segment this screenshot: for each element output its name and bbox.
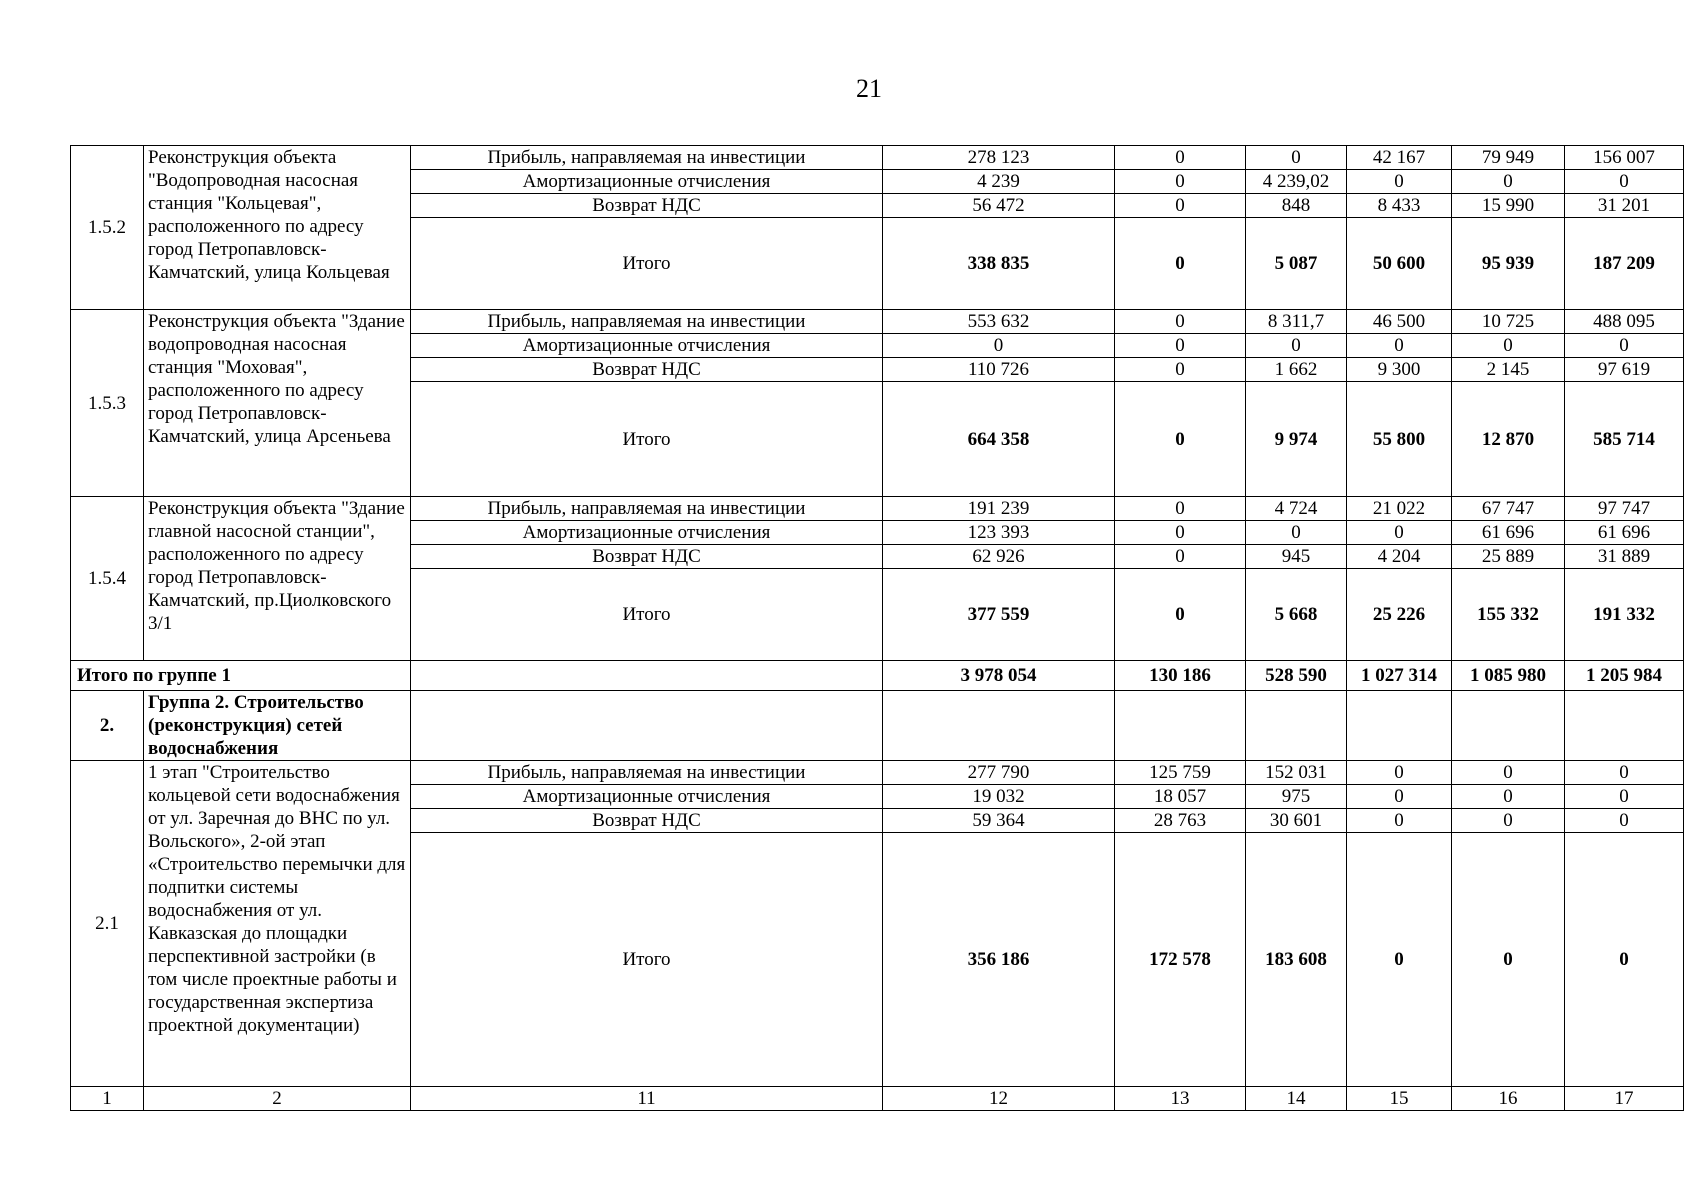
value-cell: 4 239: [883, 170, 1115, 194]
value-cell: 56 472: [883, 194, 1115, 218]
empty-cell: [883, 691, 1115, 761]
value-cell: 975: [1246, 785, 1347, 809]
value-cell: 61 696: [1452, 521, 1565, 545]
value-cell: 0: [1347, 170, 1452, 194]
total-cell: 12 870: [1452, 382, 1565, 497]
value-cell: 4 239,02: [1246, 170, 1347, 194]
value-cell: 62 926: [883, 545, 1115, 569]
value-cell: 848: [1246, 194, 1347, 218]
total-cell: 0: [1452, 833, 1565, 1087]
empty-cell: [411, 661, 883, 691]
value-cell: 0: [1115, 146, 1246, 170]
value-cell: 97 747: [1565, 497, 1684, 521]
source-label: Итого: [411, 382, 883, 497]
investment-table: [70, 145, 1684, 1111]
row-number: 1.5.2: [71, 146, 144, 310]
group-total-cell: 1 205 984: [1565, 661, 1684, 691]
value-cell: 0: [1565, 785, 1684, 809]
empty-cell: [1452, 691, 1565, 761]
value-cell: 9 300: [1347, 358, 1452, 382]
column-number: 14: [1246, 1087, 1347, 1111]
value-cell: 0: [1452, 761, 1565, 785]
value-cell: 0: [1115, 310, 1246, 334]
value-cell: 4 204: [1347, 545, 1452, 569]
source-label: Амортизационные отчисления: [411, 170, 883, 194]
value-cell: 10 725: [1452, 310, 1565, 334]
value-cell: 0: [1115, 545, 1246, 569]
value-cell: 28 763: [1115, 809, 1246, 833]
table-row: [71, 497, 1684, 521]
empty-cell: [1246, 691, 1347, 761]
total-cell: 0: [1115, 218, 1246, 310]
value-cell: 46 500: [1347, 310, 1452, 334]
table-row: [71, 310, 1684, 334]
value-cell: 0: [1565, 761, 1684, 785]
column-number: 15: [1347, 1087, 1452, 1111]
value-cell: 8 433: [1347, 194, 1452, 218]
value-cell: 0: [1246, 334, 1347, 358]
total-cell: 25 226: [1347, 569, 1452, 661]
total-cell: 0: [1115, 569, 1246, 661]
row-number: 1.5.4: [71, 497, 144, 661]
total-cell: 155 332: [1452, 569, 1565, 661]
column-number: 17: [1565, 1087, 1684, 1111]
source-label: Амортизационные отчисления: [411, 785, 883, 809]
total-cell: 0: [1347, 833, 1452, 1087]
group-header-row: [71, 691, 1684, 761]
value-cell: 0: [1115, 497, 1246, 521]
value-cell: 0: [1347, 785, 1452, 809]
source-label: Прибыль, направляемая на инвестиции: [411, 497, 883, 521]
group-total-cell: 3 978 054: [883, 661, 1115, 691]
value-cell: 61 696: [1565, 521, 1684, 545]
value-cell: 156 007: [1565, 146, 1684, 170]
column-number: 1: [71, 1087, 144, 1111]
source-label: Прибыль, направляемая на инвестиции: [411, 310, 883, 334]
object-description: Реконструкция объекта "Здание водопроводная насосная станция "Моховая", расположенного по адресу город Петропавловск-Камчатский, улица Арсеньева: [144, 310, 411, 497]
total-cell: 187 209: [1565, 218, 1684, 310]
value-cell: 79 949: [1452, 146, 1565, 170]
value-cell: 277 790: [883, 761, 1115, 785]
value-cell: 0: [1565, 170, 1684, 194]
source-label: Итого: [411, 833, 883, 1087]
value-cell: 2 145: [1452, 358, 1565, 382]
group-total-cell: 1 027 314: [1347, 661, 1452, 691]
object-description: Реконструкция объекта "Здание главной насосной станции", расположенного по адресу город Петропавловск-Камчатский, пр.Циолковского 3/1: [144, 497, 411, 661]
value-cell: 110 726: [883, 358, 1115, 382]
row-number: 1.5.3: [71, 310, 144, 497]
value-cell: 19 032: [883, 785, 1115, 809]
value-cell: 0: [1115, 170, 1246, 194]
total-cell: 0: [1565, 833, 1684, 1087]
table-row: [71, 146, 1684, 170]
value-cell: 8 311,7: [1246, 310, 1347, 334]
value-cell: 0: [1347, 334, 1452, 358]
value-cell: 152 031: [1246, 761, 1347, 785]
source-label: Итого: [411, 569, 883, 661]
group-total-cell: 1 085 980: [1452, 661, 1565, 691]
source-label: Возврат НДС: [411, 545, 883, 569]
value-cell: 0: [1452, 809, 1565, 833]
total-cell: 95 939: [1452, 218, 1565, 310]
value-cell: 4 724: [1246, 497, 1347, 521]
source-label: Прибыль, направляемая на инвестиции: [411, 146, 883, 170]
value-cell: 18 057: [1115, 785, 1246, 809]
row-number: 2.1: [71, 761, 144, 1087]
value-cell: 553 632: [883, 310, 1115, 334]
source-label: Возврат НДС: [411, 194, 883, 218]
total-cell: 664 358: [883, 382, 1115, 497]
value-cell: 278 123: [883, 146, 1115, 170]
value-cell: 0: [1565, 334, 1684, 358]
total-cell: 191 332: [1565, 569, 1684, 661]
value-cell: 30 601: [1246, 809, 1347, 833]
value-cell: 0: [1246, 521, 1347, 545]
value-cell: 0: [1347, 809, 1452, 833]
empty-cell: [411, 691, 883, 761]
column-number: 2: [144, 1087, 411, 1111]
column-number: 16: [1452, 1087, 1565, 1111]
value-cell: 488 095: [1565, 310, 1684, 334]
group-total-cell: 130 186: [1115, 661, 1246, 691]
empty-cell: [1115, 691, 1246, 761]
page-number: 21: [856, 74, 882, 103]
column-number: 13: [1115, 1087, 1246, 1111]
value-cell: 123 393: [883, 521, 1115, 545]
value-cell: 0: [1115, 194, 1246, 218]
source-label: Возврат НДС: [411, 809, 883, 833]
total-cell: 585 714: [1565, 382, 1684, 497]
total-cell: 356 186: [883, 833, 1115, 1087]
source-label: Итого: [411, 218, 883, 310]
total-cell: 172 578: [1115, 833, 1246, 1087]
object-description: Реконструкция объекта "Водопроводная насосная станция "Кольцевая", расположенного по адресу город Петропавловск-Камчатский, улица Кольцевая: [144, 146, 411, 310]
empty-cell: [1565, 691, 1684, 761]
column-number: 12: [883, 1087, 1115, 1111]
source-label: Амортизационные отчисления: [411, 334, 883, 358]
value-cell: 0: [1452, 334, 1565, 358]
value-cell: 191 239: [883, 497, 1115, 521]
value-cell: 0: [1452, 170, 1565, 194]
source-label: Амортизационные отчисления: [411, 521, 883, 545]
column-numbers-row: [71, 1087, 1684, 1111]
value-cell: 59 364: [883, 809, 1115, 833]
total-cell: 55 800: [1347, 382, 1452, 497]
value-cell: 0: [1347, 761, 1452, 785]
value-cell: 1 662: [1246, 358, 1347, 382]
value-cell: 0: [1347, 521, 1452, 545]
value-cell: 31 201: [1565, 194, 1684, 218]
source-label: Прибыль, направляемая на инвестиции: [411, 761, 883, 785]
value-cell: 0: [1246, 146, 1347, 170]
value-cell: 21 022: [1347, 497, 1452, 521]
value-cell: 15 990: [1452, 194, 1565, 218]
value-cell: 0: [1115, 521, 1246, 545]
source-label: Возврат НДС: [411, 358, 883, 382]
value-cell: 97 619: [1565, 358, 1684, 382]
value-cell: 0: [1565, 809, 1684, 833]
total-cell: 0: [1115, 382, 1246, 497]
value-cell: 25 889: [1452, 545, 1565, 569]
total-cell: 377 559: [883, 569, 1115, 661]
value-cell: 42 167: [1347, 146, 1452, 170]
column-number: 11: [411, 1087, 883, 1111]
value-cell: 31 889: [1565, 545, 1684, 569]
value-cell: 0: [883, 334, 1115, 358]
object-description: 1 этап "Строительство кольцевой сети водоснабжения от ул. Заречная до ВНС по ул. Вольского», 2-ой этап «Строительство перемычки для подпитки системы водоснабжения от ул. Кавказская до площадки перспективной застройки (в том числе проектные работы и государственная экспертиза проектной документации): [144, 761, 411, 1087]
group-total-label: Итого по группе 1: [71, 661, 411, 691]
total-cell: 183 608: [1246, 833, 1347, 1087]
value-cell: 945: [1246, 545, 1347, 569]
group-title: Группа 2. Строительство (реконструкция) сетей водоснабжения: [144, 691, 411, 761]
value-cell: 125 759: [1115, 761, 1246, 785]
total-cell: 50 600: [1347, 218, 1452, 310]
group-total-cell: 528 590: [1246, 661, 1347, 691]
value-cell: 0: [1115, 334, 1246, 358]
total-cell: 5 087: [1246, 218, 1347, 310]
group-total-row: [71, 661, 1684, 691]
empty-cell: [1347, 691, 1452, 761]
group-number: 2.: [71, 691, 144, 761]
value-cell: 0: [1452, 785, 1565, 809]
value-cell: 67 747: [1452, 497, 1565, 521]
total-cell: 5 668: [1246, 569, 1347, 661]
table-row: [71, 761, 1684, 785]
value-cell: 0: [1115, 358, 1246, 382]
total-cell: 338 835: [883, 218, 1115, 310]
total-cell: 9 974: [1246, 382, 1347, 497]
